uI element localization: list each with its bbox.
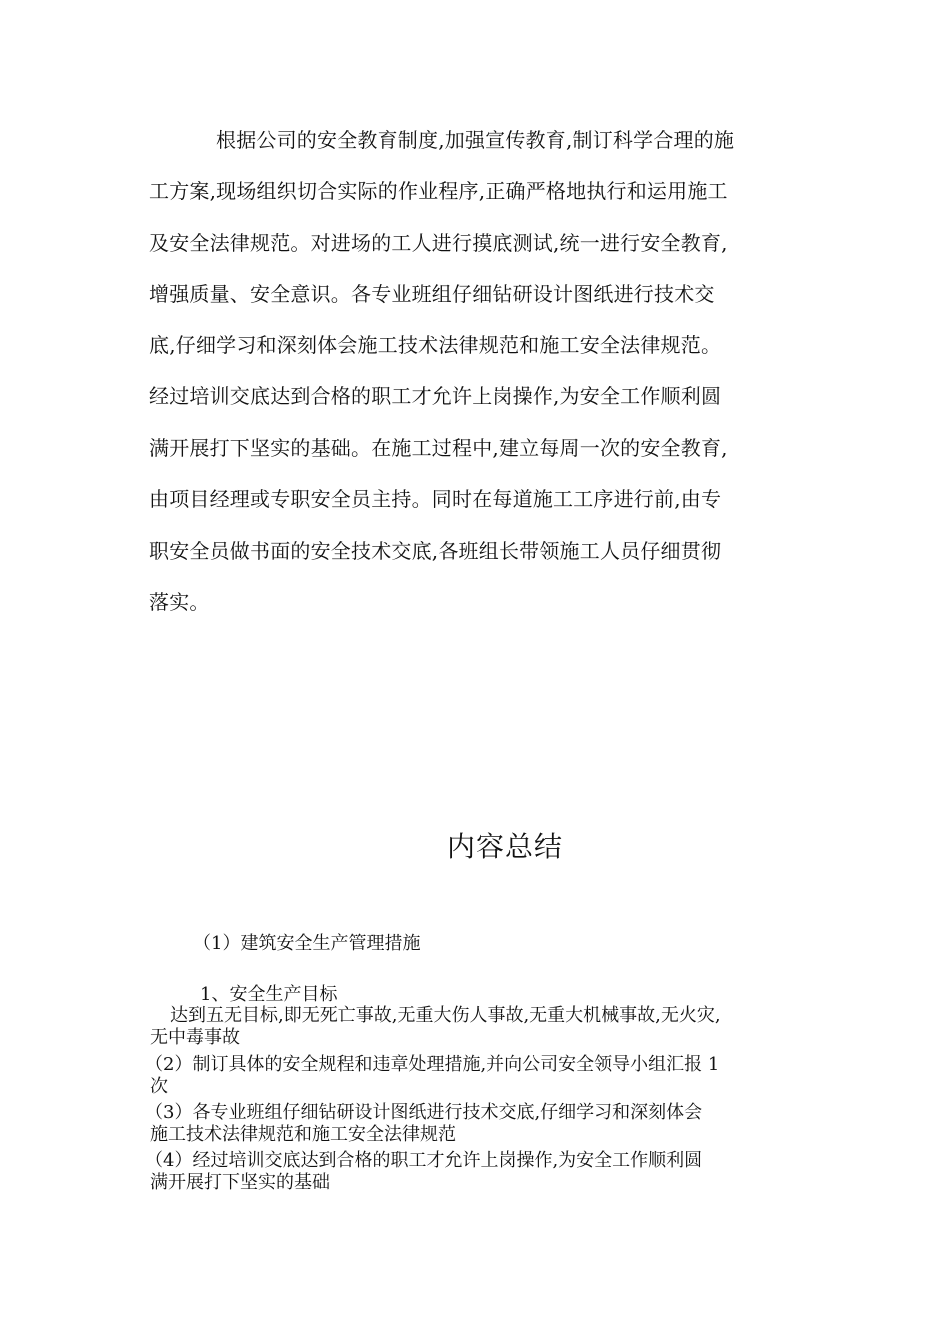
paragraph-line: 由项目经理或专职安全员主持。同时在每道施工工序进行前,由专: [149, 487, 722, 511]
paragraph-line: 工方案,现场组织切合实际的作业程序,正确严格地执行和运用施工: [149, 179, 728, 203]
paragraph-line: 满开展打下坚实的基础。在施工过程中,建立每周一次的安全教育,: [149, 436, 728, 460]
summary-line: 无中毒事故: [150, 1027, 240, 1048]
paragraph-line: 经过培训交底达到合格的职工才允许上岗操作,为安全工作顺利圆: [149, 384, 722, 408]
paragraph-line: 及安全法律规范。对进场的工人进行摸底测试,统一进行安全教育,: [149, 231, 728, 255]
paragraph-line: 职安全员做书面的安全技术交底,各班组长带领施工人员仔细贯彻: [149, 539, 722, 563]
paragraph-line: 底,仔细学习和深刻体会施工技术法律规范和施工安全法律规范。: [149, 333, 722, 357]
summary-line: 达到五无目标,即无死亡事故,无重大伤人事故,无重大机械事故,无火灾,: [170, 1005, 721, 1026]
paragraph-line: 根据公司的安全教育制度,加强宣传教育,制订科学合理的施: [216, 128, 735, 152]
summary-line: 次: [150, 1076, 168, 1097]
summary-line: 施工技术法律规范和施工安全法律规范: [150, 1124, 456, 1145]
paragraph-line: 增强质量、安全意识。各专业班组仔细钻研设计图纸进行技术交: [149, 282, 715, 306]
summary-line: 满开展打下坚实的基础: [150, 1172, 330, 1193]
summary-line: （2）制订具体的安全规程和违章处理措施,并向公司安全领导小组汇报 1: [145, 1054, 720, 1075]
summary-heading-1: （1）建筑安全生产管理措施: [193, 933, 421, 954]
summary-line: （3）各专业班组仔细钻研设计图纸进行技术交底,仔细学习和深刻体会: [145, 1102, 703, 1123]
summary-line: （4）经过培训交底达到合格的职工才允许上岗操作,为安全工作顺利圆: [145, 1150, 703, 1171]
summary-subheading: 1、安全生产目标: [200, 984, 338, 1005]
summary-title: 内容总结: [446, 830, 563, 863]
paragraph-line: 落实。: [149, 590, 210, 614]
